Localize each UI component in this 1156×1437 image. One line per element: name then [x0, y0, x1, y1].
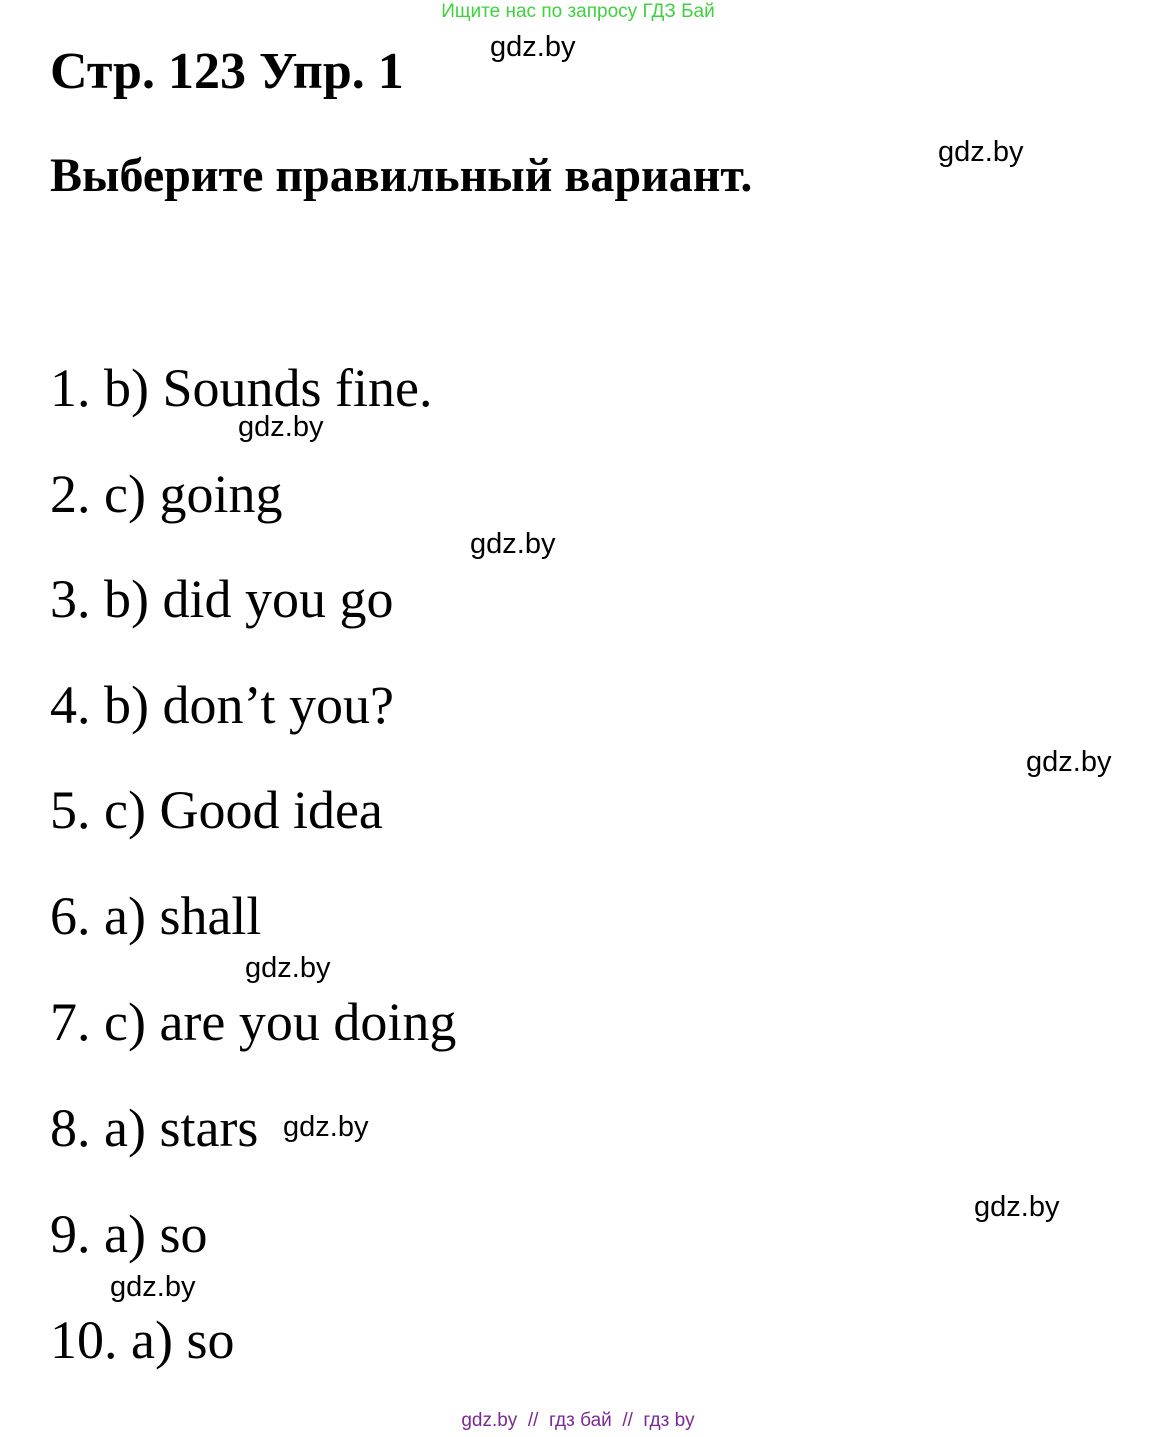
task-instruction: Выберите правильный вариант. — [50, 149, 753, 202]
watermark: gdz.by — [490, 31, 576, 63]
answer-item-6: 6. a) shall — [50, 886, 262, 946]
watermark: gdz.by — [1026, 746, 1112, 778]
answer-item-5: 5. c) Good idea — [50, 780, 383, 840]
answer-item-3: 3. b) did you go — [50, 569, 394, 629]
watermark: gdz.by — [283, 1111, 369, 1143]
top-banner[interactable]: Ищите нас по запросу ГДЗ Бай — [441, 1, 715, 22]
footer-links[interactable]: gdz.by // гдз бай // гдз by — [461, 1410, 695, 1431]
answer-item-1: 1. b) Sounds fine. — [50, 358, 433, 418]
page-title: Стр. 123 Упр. 1 — [50, 43, 404, 100]
watermark: gdz.by — [974, 1191, 1060, 1223]
answer-item-2: 2. c) going — [50, 464, 283, 524]
watermark: gdz.by — [110, 1271, 196, 1303]
watermark: gdz.by — [238, 411, 324, 443]
answer-item-4: 4. b) don’t you? — [50, 675, 394, 735]
watermark: gdz.by — [938, 136, 1024, 168]
answer-item-10: 10. a) so — [50, 1310, 235, 1370]
watermark: gdz.by — [470, 528, 556, 560]
answer-item-9: 9. a) so — [50, 1204, 208, 1264]
watermark: gdz.by — [245, 952, 331, 984]
answer-item-8: 8. a) stars — [50, 1098, 259, 1158]
answer-item-7: 7. c) are you doing — [50, 992, 457, 1052]
